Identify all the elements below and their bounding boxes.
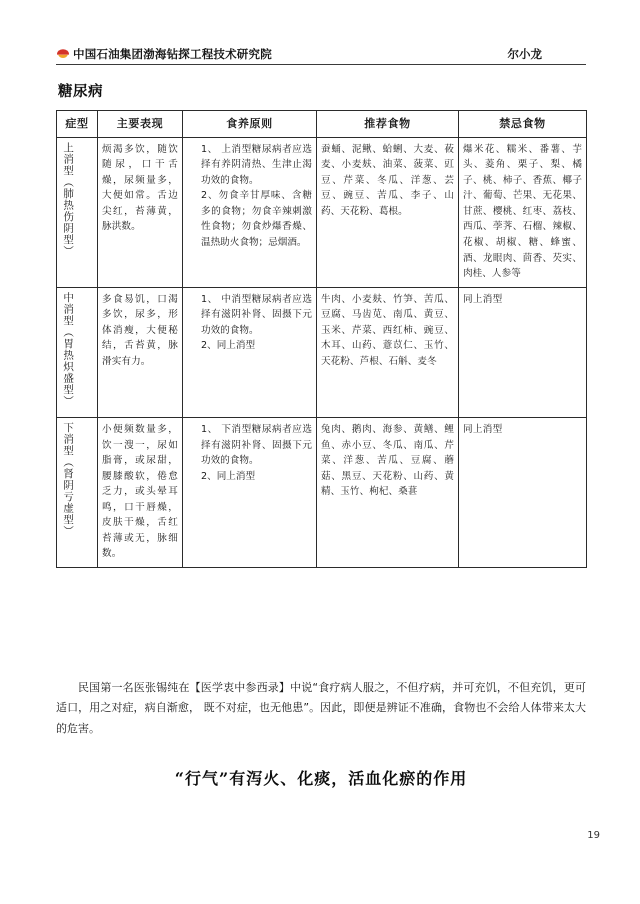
cell-forbidden-foods: 同上消型 [459,287,587,418]
diet-table-container [56,110,586,568]
cell-principles [183,418,317,568]
column-header-type: 症型 [57,111,98,138]
callout-heading: “行气”有泻火、化痰，活血化瘀的作用 [174,769,468,788]
cell-symptoms: 多食易饥，口渴多饮，尿多，形体消瘦，大便秘结，舌苔黄，脉滑实有力。 [98,287,183,418]
cell-recommended-foods: 蚕蛹、泥鳅、蛤蜊、大麦、莜麦、小麦麸、油菜、菠菜、豇豆、芹菜、冬瓜、洋葱、芸豆、豌豆、苦瓜、李子、山药、天花粉、葛根。 [317,137,459,287]
syndrome-type-label: 中消型（胃热炽盛型） [62,291,75,407]
principle-list [187,422,312,484]
column-header-symptoms: 主要表现 [98,111,183,138]
cell-symptoms: 烦渴多饮，随饮随尿，口干舌燥，尿频量多，大便如常。舌边尖红，苔薄黄，脉洪数。 [98,137,183,287]
list-item: 1、 中消型糖尿病者应选择有滋阴补肾、固摄下元功效的食物。 [201,293,312,336]
page-number: 19 [587,830,600,841]
column-header-forbidden: 禁忌食物 [459,111,587,138]
syndrome-type-label: 下消型（肾阴亏虚型） [62,422,75,538]
institute-name: 中国石油集团渤海钻探工程技术研究院 [73,47,272,61]
cell-principles [183,287,317,418]
author-name: 尔小龙 [507,47,542,61]
cell-symptoms: 小便频数量多，饮一溲一，尿如脂膏，或尿甜，腰膝酸软，倦怠乏力，或头晕耳鸣，口干唇燥，皮肤干燥，舌红苔薄或无，脉细数。 [98,418,183,568]
cell-recommended-foods: 牛肉、小麦麸、竹笋、苦瓜、豆腐、马齿苋、南瓜、黄豆、玉米、芹菜、西红柿、豌豆、木耳、山药、薏苡仁、玉竹、天花粉、芦根、石斛、麦冬 [317,287,459,418]
table-row [57,137,587,287]
principle-list [187,142,312,251]
cnpc-sun-logo-icon [56,48,70,60]
list-item: 1、 上消型糖尿病者应选择有养阴清热、生津止渴功效的食物。 [201,143,312,186]
cell-forbidden-foods: 爆米花、糯米、番薯、芋头、菱角、栗子、梨、橘子、桃、柿子、香蕉、椰子汁、葡萄、芒果、无花果、甘蔗、樱桃、红枣、荔枝、西瓜、荸荠、石榴、辣椒、花椒、胡椒、糖、蜂蜜、酒、龙眼肉、茴香、芡实、肉桂、人参等 [459,137,587,287]
header-left-group [56,46,272,64]
cell-forbidden-foods: 同上消型 [459,418,587,568]
cell-type [57,287,98,418]
column-header-principles: 食养原则 [183,111,317,138]
table-header-row [57,111,587,138]
table-row [57,418,587,568]
cell-principles [183,137,317,287]
cell-type [57,418,98,568]
list-item: 2、勿食辛甘厚味、含糖多的食物；勿食辛辣刺激性食物；勿食炒爆香燥、温热助火食物；忌烟酒。 [201,190,312,248]
cell-recommended-foods: 兔肉、鹅肉、海参、黄鳝、鲤鱼、赤小豆、冬瓜、南瓜、芹菜、洋葱、苦瓜、豆腐、蘑菇、黑豆、天花粉、山药、黄精、玉竹、枸杞、桑葚 [317,418,459,568]
cell-type [57,137,98,287]
page-header [56,38,586,65]
principle-list [187,292,312,354]
column-header-recommended: 推荐食物 [317,111,459,138]
list-item: 1、 下消型糖尿病者应选择有滋阴补肾、固摄下元功效的食物。 [201,424,312,467]
table-row [57,287,587,418]
body-paragraph: 民国第一名医张锡纯在【医学衷中参西录】中说“食疗病人服之，不但疗病，并可充饥，不但充饥，更可适口，用之对症，病自渐愈， 既不对症，也无他患”。因此，即便是辨证不准确，食物也不会给人体带来太大的危害。 [56,681,586,735]
page-title: 糖尿病 [58,84,103,100]
diet-therapy-table [56,110,587,568]
list-item: 2、同上消型 [201,340,256,352]
syndrome-type-label: 上消型（肺热伤阴型） [62,141,75,257]
list-item: 2、同上消型 [201,470,256,482]
